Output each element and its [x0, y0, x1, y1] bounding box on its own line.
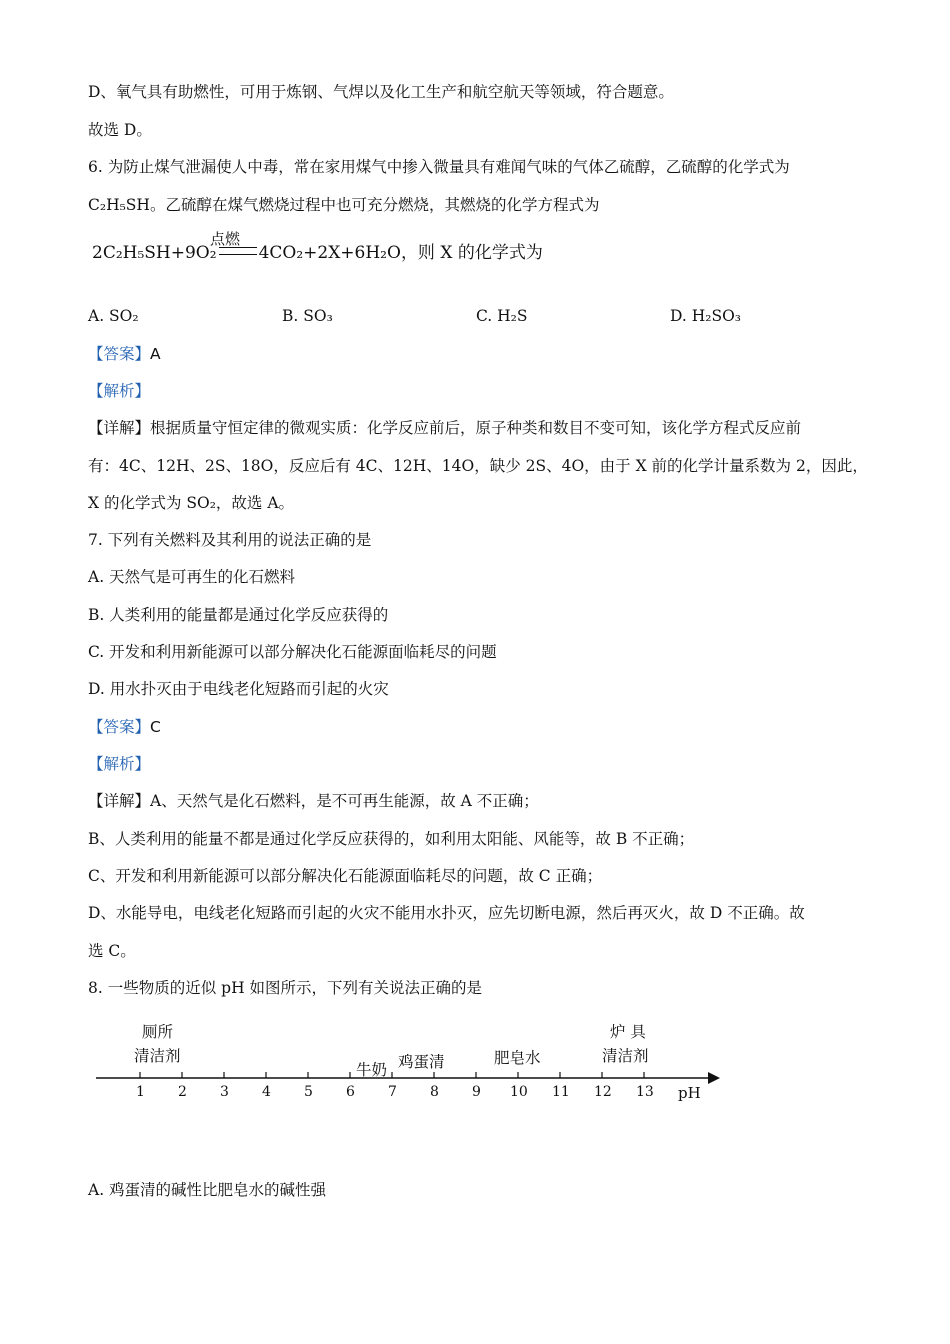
- q6-detail-line1: [88, 418, 801, 438]
- q6-option-d: D. H₂SO₃: [670, 307, 741, 325]
- q7-option-b: B. 人类利用的能量都是通过化学反应获得的: [88, 606, 389, 624]
- q7-option-c: C. 开发和利用新能源可以部分解决化石能源面临耗尽的问题: [88, 643, 497, 661]
- answer-value: A: [150, 345, 161, 363]
- q6-detail-line2: 有：4C、12H、2S、18O，反应后有 4C、12H、14O，缺少 2S、4O，由于 X 前的化学计量系数为 2，因此，: [88, 457, 868, 475]
- label-soap-water: 肥皂水: [494, 1049, 541, 1067]
- q6-analysis-label: 【解析】: [88, 382, 151, 400]
- detail-label: 【详解】: [88, 419, 151, 437]
- answer-value: C: [150, 718, 161, 736]
- q6-answer: [88, 344, 161, 364]
- ph-tick-label-1: 1: [136, 1084, 145, 1100]
- ph-tick-label-5: 5: [304, 1084, 313, 1100]
- q7-detail-line4: D、水能导电，电线老化短路而引起的火灾不能用水扑灭，应先切断电源，然后再灭火，故 D 不正确。故: [88, 904, 805, 922]
- q6-option-a: A. SO₂: [88, 307, 139, 325]
- ph-tick-label-6: 6: [346, 1084, 355, 1100]
- ph-tick-label-2: 2: [178, 1084, 187, 1100]
- equation-right: 4CO₂+2X+6H₂O，则 X 的化学式为: [258, 243, 543, 263]
- q8-stem: 8. 一些物质的近似 pH 如图所示，下列有关说法正确的是: [88, 979, 483, 997]
- q7-answer: [88, 717, 161, 737]
- answer-label: 【答案】: [88, 718, 151, 736]
- ph-tick-label-8: 8: [430, 1084, 439, 1100]
- label-toilet-cleaner-line1: 厕所: [142, 1023, 174, 1041]
- q7-detail-line3: C、开发和利用新能源可以部分解决化石能源面临耗尽的问题，故 C 正确；: [88, 867, 603, 885]
- detail-text: A、天然气是化石燃料，是不可再生能源，故 A 不正确；: [150, 792, 539, 810]
- equation-condition: 点燃: [210, 230, 241, 248]
- q6-detail-line3: X 的化学式为 SO₂，故选 A。: [88, 494, 295, 512]
- ph-tick-marks: [140, 1072, 644, 1078]
- q6-stem-line2: C₂H₅SH。乙硫醇在煤气燃烧过程中也可充分燃烧，其燃烧的化学方程式为: [88, 196, 600, 214]
- ph-tick-label-4: 4: [262, 1084, 271, 1100]
- label-milk: 牛奶: [356, 1061, 388, 1079]
- q7-stem: 7. 下列有关燃料及其利用的说法正确的是: [88, 531, 372, 549]
- q7-option-a: A. 天然气是可再生的化石燃料: [88, 568, 296, 586]
- ph-tick-label-10: 10: [510, 1084, 528, 1100]
- q5-option-d-explanation: D、氧气具有助燃性，可用于炼钢、气焊以及化工生产和航空航天等领域，符合题意。: [88, 83, 674, 101]
- q6-option-b: B. SO₃: [282, 307, 333, 325]
- answer-label: 【答案】: [88, 345, 151, 363]
- q8-option-a: A. 鸡蛋清的碱性比肥皂水的碱性强: [88, 1181, 327, 1199]
- q6-chemical-equation: [92, 230, 543, 263]
- q6-option-c: C. H₂S: [476, 307, 528, 325]
- ph-tick-label-11: 11: [552, 1084, 570, 1100]
- q6-stem-line1: 6. 为防止煤气泄漏使人中毒，常在家用煤气中掺入微量具有难闻气味的气体乙硫醇，乙硫醇的化学式为: [88, 158, 790, 176]
- ph-scale-diagram: [90, 1012, 730, 1112]
- ph-unit-label: pH: [678, 1084, 701, 1102]
- equation-left: 2C₂H₅SH+9O₂: [92, 243, 217, 263]
- q7-analysis-label: 【解析】: [88, 755, 151, 773]
- ph-tick-label-7: 7: [388, 1084, 397, 1100]
- q5-conclusion: 故选 D。: [88, 121, 152, 139]
- detail-text: 根据质量守恒定律的微观实质：化学反应前后，原子种类和数目不变可知，该化学方程式反应前: [150, 419, 802, 437]
- q7-detail-line1: [88, 791, 539, 811]
- q7-option-d: D. 用水扑灭由于电线老化短路而引起的火灾: [88, 680, 389, 698]
- label-egg-white: 鸡蛋清: [398, 1053, 445, 1071]
- ph-tick-label-12: 12: [594, 1084, 612, 1100]
- label-oven-cleaner-line2: 清洁剂: [602, 1047, 649, 1065]
- label-toilet-cleaner-line2: 清洁剂: [134, 1047, 181, 1065]
- ph-tick-label-13: 13: [636, 1084, 654, 1100]
- label-oven-cleaner-line1: 炉 具: [610, 1023, 646, 1041]
- detail-label: 【详解】: [88, 792, 151, 810]
- q7-detail-line5: 选 C。: [88, 942, 136, 960]
- ph-tick-label-9: 9: [472, 1084, 481, 1100]
- q7-detail-line2: B、人类利用的能量不都是通过化学反应获得的，如利用太阳能、风能等，故 B 不正确；: [88, 830, 695, 848]
- ph-axis-arrow: [708, 1072, 720, 1084]
- ph-tick-label-3: 3: [220, 1084, 229, 1100]
